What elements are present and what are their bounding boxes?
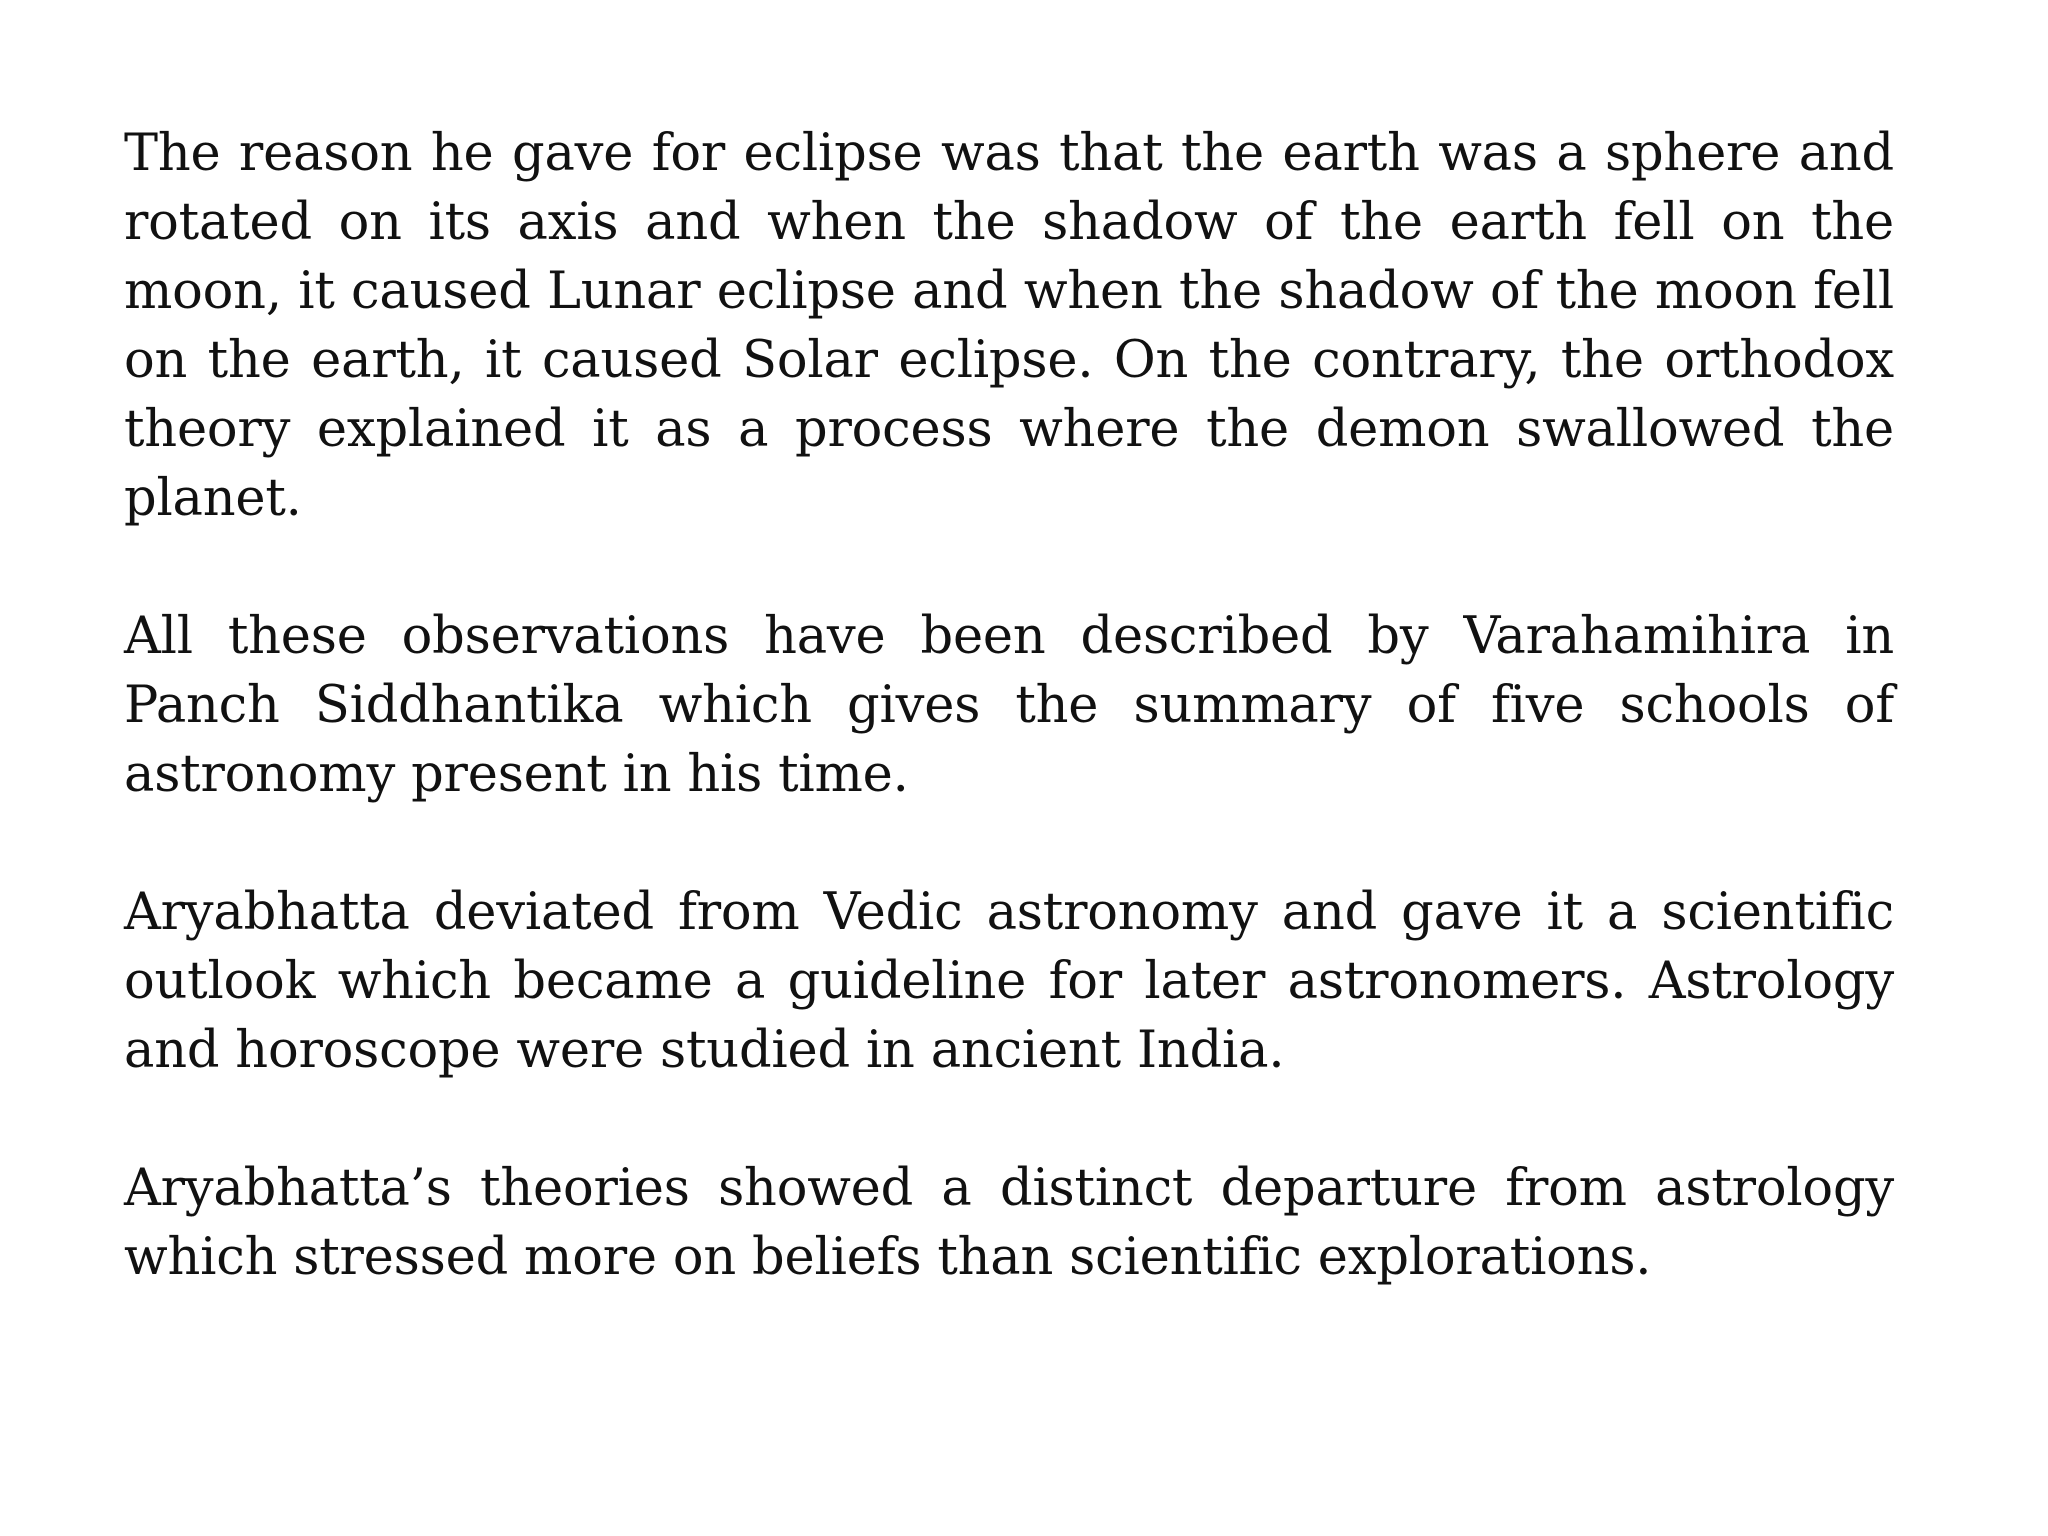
paragraph-aryabhatta-theories: Aryabhatta’s theories showed a distinct departure from astrology which stressed more on beliefs than scientific explorations.: [124, 1159, 1894, 1287]
paragraph-observations: All these observations have been described by Varahamihira in Panch Siddhantika which gives the summary of five schools of astronomy present in his time.: [124, 607, 1894, 804]
paragraph-eclipse: The reason he gave for eclipse was that the earth was a sphere and rotated on its axis and when the shadow of the earth fell on the moon, it caused Lunar eclipse and when the shadow of the moon fell on the earth, it caused Solar eclipse. On the contrary, the orthodox theory explained it as a process where the demon swallowed the planet.: [124, 124, 1894, 528]
text-body: [124, 119, 1894, 1292]
paragraph-aryabhatta-deviation: Aryabhatta deviated from Vedic astronomy and gave it a scientific outlook which became a guideline for later astronomers. Astrology and horoscope were studied in ancient India.: [124, 883, 1894, 1080]
